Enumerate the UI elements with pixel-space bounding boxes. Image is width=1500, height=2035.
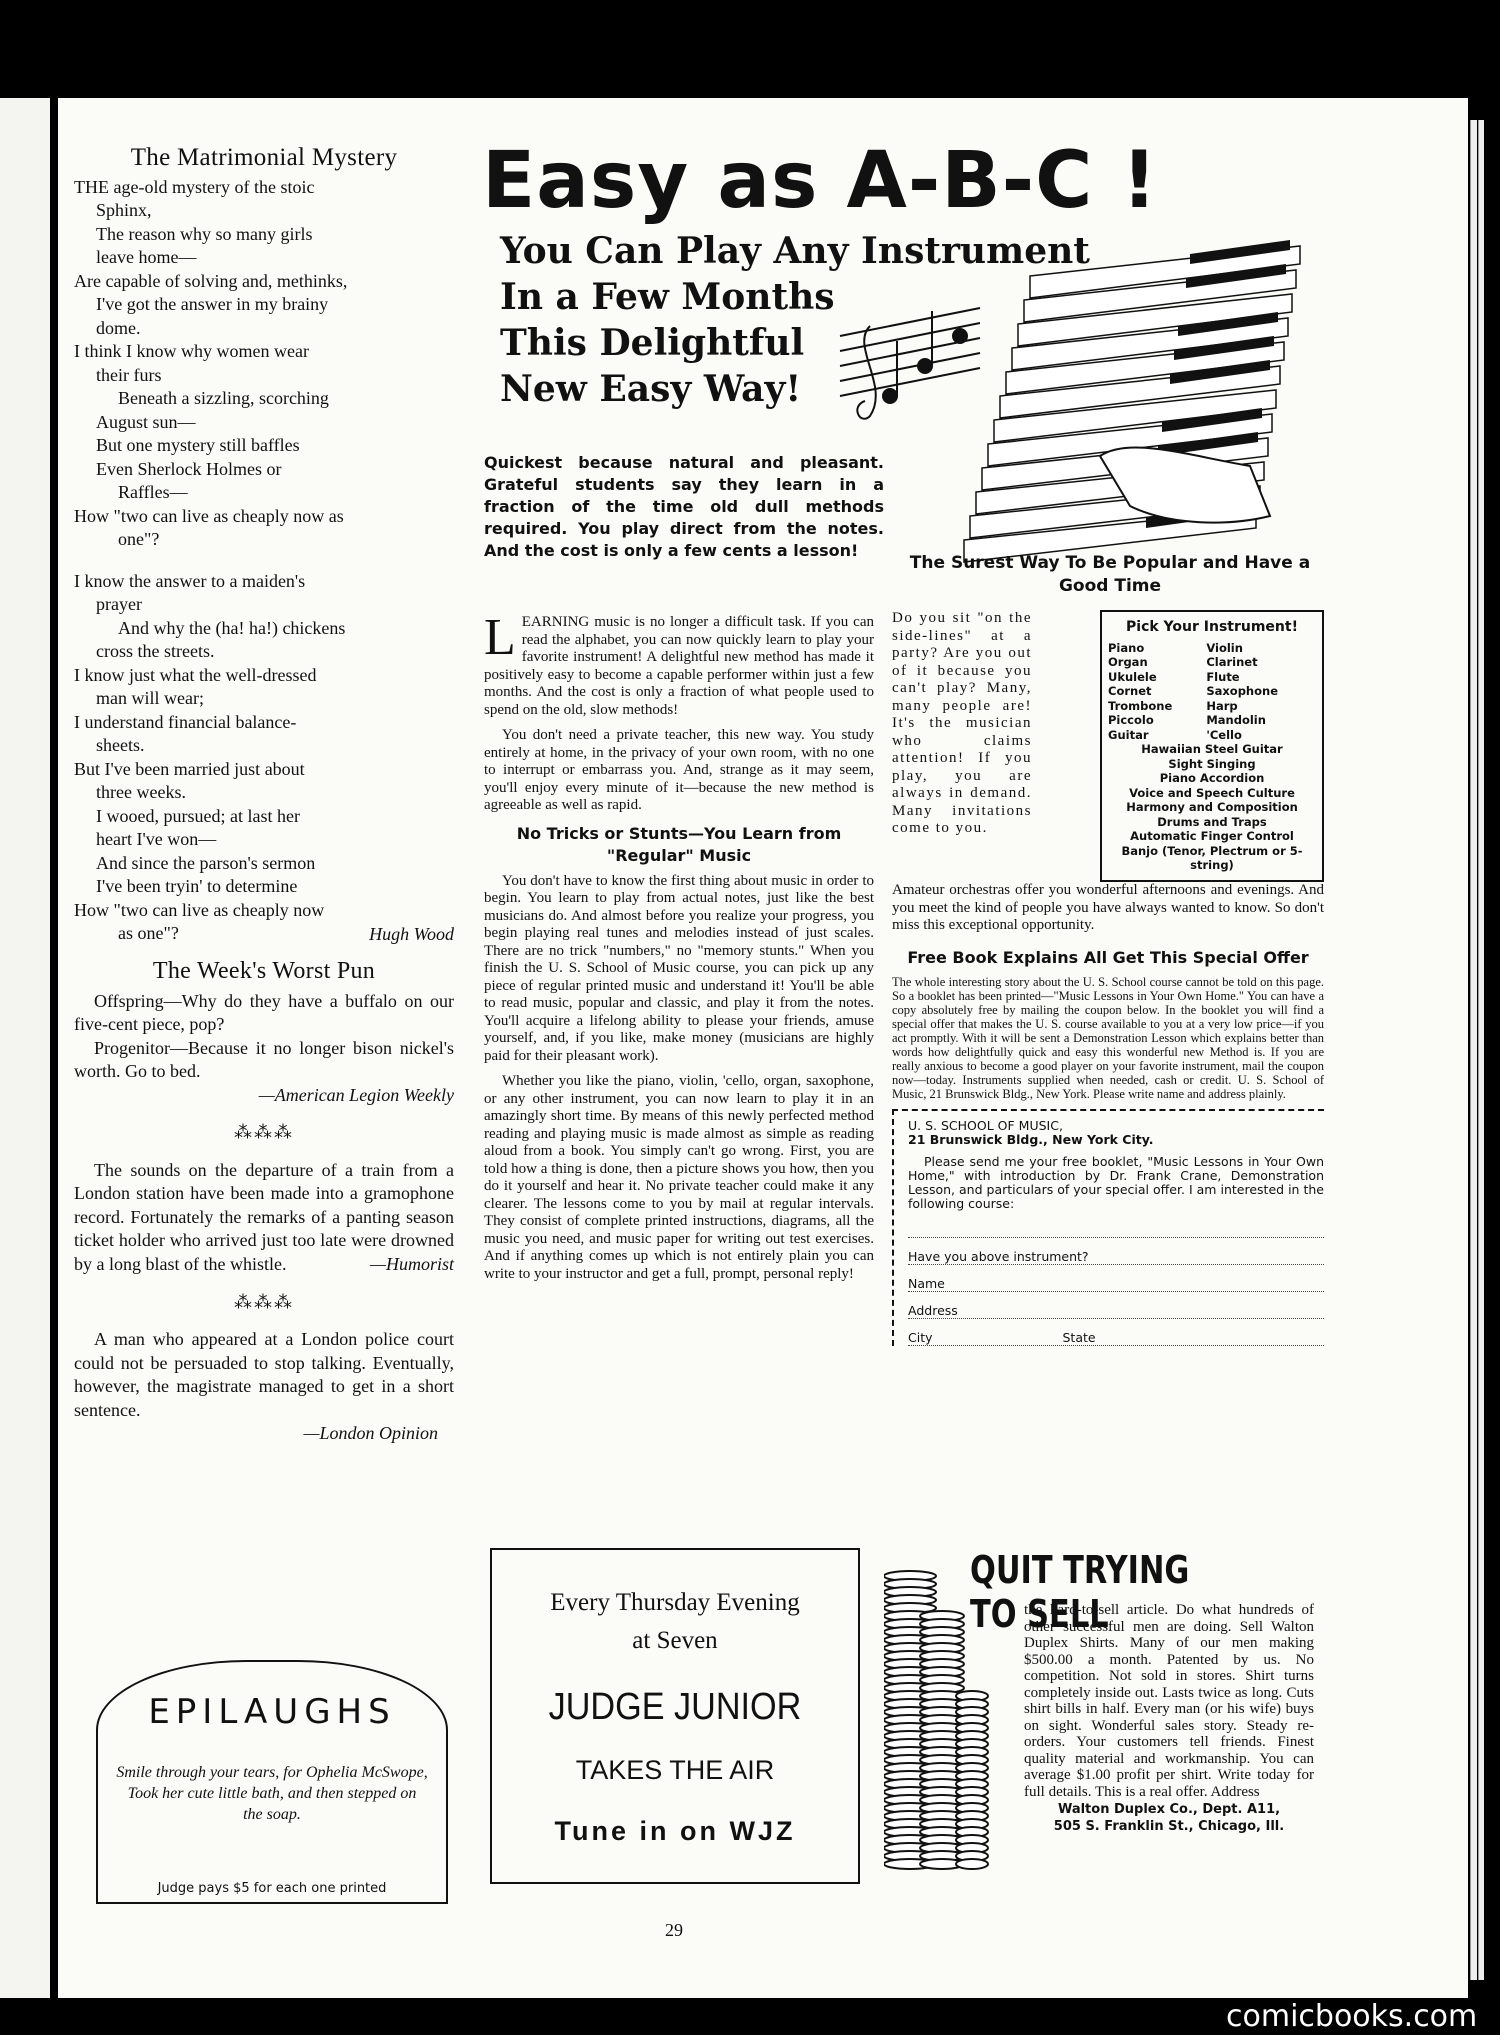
poem-line: I think I know why women wear [74, 341, 309, 361]
paragraph-2: You don't need a private teacher, this new way. You study entirely at home, in the privacy of your own room, with no one to interrupt or embarrass you. And, strange as it may seem, you'll enjoy every minute of it—because the new method is agreeable as well as rapid. [484, 727, 874, 813]
instrument-item: Sight Singing [1168, 756, 1256, 771]
drop-cap: L [484, 609, 516, 666]
page-number: 29 [665, 1920, 683, 1940]
free-book-text: The whole interesting story about the U. S. School course cannot be told on this page. So a booklet has been printed—"Music Lessons in Your Own Home." You can have a copy absolutely free by mailing the coupon below. In the booklet you will find a special offer that makes the U. S. course available to you at a very low price—if you act promptly. With it will be sent a Demonstration Lesson which explains better than words how delightfully quick and easy this wonderful new Method is. If you are really anxious to become a good player on your favorite instrument, mail the coupon now—today. Instruments supplied when needed, cash or credit. U. S. School of Music, 21 Brunswick Bldg., New York. Please write name and address plainly. [892, 974, 1324, 1101]
train-source: —Humorist [369, 1254, 454, 1274]
course-field[interactable] [908, 1223, 1324, 1238]
poem-line: Are capable of solving and, methinks, [74, 270, 348, 291]
piano-keys-illustration [830, 226, 1310, 606]
poem-line: But I've been married just about [74, 758, 305, 779]
quickest-text: Quickest because natural and pleasant. Grateful students say they learn in a fraction of the time old dull methods required. You play direct from the notes. And the cost is only a few cents a lesson! [484, 453, 884, 560]
poem-line: sheets. [96, 735, 145, 755]
instrument-item: Ukulele [1108, 669, 1157, 684]
pick-title: Pick Your Instrument! [1126, 619, 1298, 635]
radio-line-1: Every Thursday Evening [550, 1589, 800, 1616]
epilaughs-box [96, 1660, 448, 1904]
epilaughs-text: Smile through your tears, for Ophelia McSwope, Took her cute little bath, and then stepped on the soap. [116, 1764, 428, 1823]
radio-line-4: Tune in on WJZ [554, 1816, 796, 1846]
poem-line: prayer [96, 594, 142, 614]
pun-text-2: Progenitor—Because it no longer bison nickel's worth. Go to bed. [74, 1037, 454, 1081]
poem-line: dome. [96, 317, 141, 338]
ad-subtitle-2: In a Few Months [500, 276, 835, 318]
instrument-item: Saxophone [1206, 684, 1278, 698]
poem-line: one"? [118, 529, 160, 549]
poem-line: I've got the answer in my brainy [96, 294, 329, 314]
epilaughs-title: EPILAUGHS [148, 1692, 396, 1732]
instrument-item: Cornet [1108, 684, 1152, 698]
poem-line: August sun— [96, 411, 196, 432]
page-stack-edge [1470, 120, 1477, 1980]
poem-title: The Matrimonial Mystery [130, 144, 398, 171]
poem-line: THE age-old mystery of the stoic [74, 176, 315, 197]
instrument-item: Trombone [1108, 698, 1173, 713]
poem-line: I understand financial balance- [74, 711, 297, 732]
poem [74, 176, 454, 946]
instrument-item: Guitar [1108, 727, 1149, 742]
poem-line: their furs [96, 364, 162, 385]
shirts-headline: QUIT TRYING TO SELL [970, 1548, 1190, 1636]
pun-text-1: Offspring—Why do they have a buffalo on our five-cent piece, pop? [74, 990, 454, 1034]
paragraph-3: You don't have to know the first thing about music in order to begin. You learn to play from actual notes, just like the best musicians do. And almost before you realize your progress, you begin playing real tunes and melodies instead of just scales. There are no trick "numbers," no "memory stunts." When you finish the U. S. School of Music course, you can pick up any piece of regular printed music and understand it! You'll be able to read music, popular and classic, and play it from the notes. You'll acquire a lifelong ability to please your friends, amuse yourself, and, if you like, make money (musicians are highly paid for their pleasant work). [484, 872, 874, 1064]
ad-headline: Easy as A-B-C ! [482, 136, 1159, 226]
shirts-street: 505 S. Franklin St., Chicago, Ill. [1053, 1818, 1285, 1834]
train-text: The sounds on the departure of a train from a London station have been made into a gramophone record. Fortunately the remarks of a panting season ticket holder who arrived just too late were drowned by a long blast of the whistle. [74, 1159, 454, 1274]
coupon-address: 21 Brunswick Bldg., New York City. [908, 1131, 1154, 1147]
poem-line: And why the (ha! ha!) chickens [118, 617, 346, 638]
shirts-company: Walton Duplex Co., Dept. A11, [1057, 1802, 1281, 1817]
instrument-item: Mandolin [1206, 713, 1266, 727]
music-school-ad [470, 136, 1330, 1534]
poem-line: And since the parson's sermon [96, 852, 316, 873]
watermark: comicbooks.com [1226, 1999, 1478, 2034]
poem-line: I know just what the well-dressed [74, 664, 317, 685]
poem-line: Even Sherlock Holmes or [96, 458, 282, 479]
ad-subtitle-4: New Easy Way! [500, 368, 802, 410]
page-stack-edge [1478, 120, 1484, 1980]
poem-line: leave home— [96, 247, 197, 267]
poem-line: How "two can live as cheaply now as [74, 505, 344, 526]
ad-subtitle-3: This Delightful [500, 322, 805, 364]
paragraph-1: EARNING music is no longer a difficult task. If you can read the alphabet, you can now quickly learn to play your favorite instrument! A delightful new method has made it positively easy to become a capable performer within just a few months. And the cost is only a fraction of what people used to spend on the old, slow methods! [484, 614, 874, 718]
name-field[interactable]: Name [908, 1277, 1324, 1292]
free-book-heading: Free Book Explains All Get This Special Offer [907, 947, 1309, 967]
pick-instrument-box [1100, 610, 1324, 882]
humor-column [74, 146, 454, 1891]
no-tricks-heading: No Tricks or Stunts—You Learn from "Regular" Music [516, 823, 842, 865]
walton-shirts-ad [884, 1540, 1314, 1885]
radio-title: JUDGE JUNIOR [548, 1686, 802, 1728]
radio-line-2: at Seven [632, 1627, 718, 1654]
pun-title: The Week's Worst Pun [152, 958, 376, 984]
poem-line [74, 552, 454, 570]
poem-line: Raffles— [118, 482, 188, 502]
judge-junior-radio-ad [490, 1548, 860, 1884]
instrument-item: Voice and Speech Culture [1129, 785, 1295, 800]
poem-author: Hugh Wood [369, 923, 454, 944]
coin [956, 1859, 988, 1869]
radio-line-3: TAKES THE AIR [575, 1755, 775, 1785]
poem-line: three weeks. [96, 782, 186, 802]
sidelines-text: Do you sit "on the side-lines" at a party? Are you out of it because you can't play? Many, many people are! It's the musician who claims attention! If you play, you are always in demand. Many invitations come to you. [892, 610, 1032, 836]
coupon[interactable] [892, 1109, 1324, 1346]
poem-line: The reason why so many girls [96, 223, 313, 244]
poem-line: I know the answer to a maiden's [74, 570, 306, 591]
instrument-list [1108, 742, 1316, 873]
instrument-item: Hawaiian Steel Guitar [1141, 742, 1283, 756]
ad-body-left [484, 609, 874, 1291]
pun-source: —American Legion Weekly [258, 1084, 454, 1105]
court-source: —London Opinion [303, 1423, 438, 1443]
coupon-text: Please send me your free booklet, "Music Lessons in Your Own Home," with introduction by Dr. Frank Crane, Demonstration Lesson, and particulars of your special offer. I am interested in the following course: [908, 1153, 1324, 1211]
surest-way-caption: The Surest Way To Be Popular and Have a Good Time [909, 553, 1311, 596]
instrument-item: Organ [1108, 655, 1148, 669]
poem-line: as one"? [118, 923, 179, 943]
ad-body-right [892, 610, 1324, 1352]
instrument-item: Piano [1108, 640, 1145, 655]
instrument-item: 'Cello [1206, 727, 1242, 742]
sidelines-continued: Amateur orchestras offer you wonderful afternoons and evenings. And you meet the kind of people you have always wanted to know. So don't miss this exceptional opportunity. [892, 882, 1324, 933]
poem-line: man will wear; [96, 688, 204, 708]
poem-line: How "two can live as cheaply now [74, 899, 325, 920]
instrument-item: Harmony and Composition [1126, 800, 1298, 814]
poem-line: heart I've won— [96, 829, 217, 849]
shirts-body: the hard-to-sell article. Do what hundreds of other successful men are doing. Sell Walton Duplex Shirts. Many of our men making $500.00 a month. Patented by us. No competition. Not sold in stores. Shirt turns completely inside out. Lasts twice as long. Cuts shirt bills in half. Every man (or his wife) buys on sight. Wonderful sales story. Steady re-orders. Your customers tell friends. Finest quality material and workmanship. You can average $1.00 profit per shirt. Write today for full details. This is a real offer. Address Walton Duplex Co., Dept. A11, 505 S. Franklin St., Chicago, Ill. [1024, 1602, 1314, 1834]
instrument-item: Harp [1206, 698, 1238, 713]
city-state-field[interactable]: City State [908, 1331, 1324, 1346]
poem-line: cross the streets. [96, 641, 215, 661]
instrument-item: Drums and Traps [1157, 814, 1267, 829]
poem-line: I wooed, pursued; at last her [96, 805, 300, 826]
instrument-item: Banjo (Tenor, Plectrum or 5-string) [1121, 843, 1303, 872]
instrument-item: Piccolo [1108, 713, 1154, 727]
epilaughs-footer: Judge pays $5 for each one printed [157, 1881, 387, 1896]
address-field[interactable]: Address [908, 1304, 1324, 1319]
facing-page-edge [0, 98, 50, 1998]
instrument-item: Piano Accordion [1159, 771, 1265, 785]
poem-line: I've been tryin' to determine [96, 876, 298, 896]
instrument-field[interactable]: Have you above instrument? [908, 1250, 1324, 1265]
instrument-item: Clarinet [1206, 655, 1258, 669]
poem-line: But one mystery still baffles [96, 435, 300, 455]
coupon-header: U. S. SCHOOL OF MUSIC, [908, 1117, 1063, 1133]
paragraph-4: Whether you like the piano, violin, 'cello, organ, saxophone, or any other instrument, you can now learn to play it in an amazingly short time. By means of this newly perfected method reading and playing music is made almost as simple as reading aloud from a book. You simply can't go wrong. First, you are told how a thing is done, then a picture shows you how, then you do it yourself and hear it. No private teacher could make it any clearer. The lessons come to you by mail at regular intervals. They consist of complete printed instructions, diagrams, all the music you need, and music paper for writing out test exercises. And if anything comes up which is not entirely plain you can write to your instructor and get a full, prompt, personal reply! [484, 1073, 874, 1282]
poem-line: Sphinx, [96, 200, 152, 220]
ornament: ⁂⁂⁂ [234, 1122, 294, 1142]
instrument-item: Violin [1206, 640, 1243, 655]
court-text: A man who appeared at a London police court could not be persuaded to stop talking. Eventually, however, the magistrate managed to get in a short sentence. [74, 1329, 454, 1420]
instrument-table [1108, 641, 1316, 743]
ad-subtitle-1: You Can Play Any Instrument [500, 230, 1090, 272]
instrument-item: Flute [1206, 669, 1240, 684]
poem-line: Beneath a sizzling, scorching [118, 388, 329, 408]
instrument-item: Automatic Finger Control [1130, 829, 1294, 843]
ornament: ⁂⁂⁂ [234, 1291, 294, 1312]
